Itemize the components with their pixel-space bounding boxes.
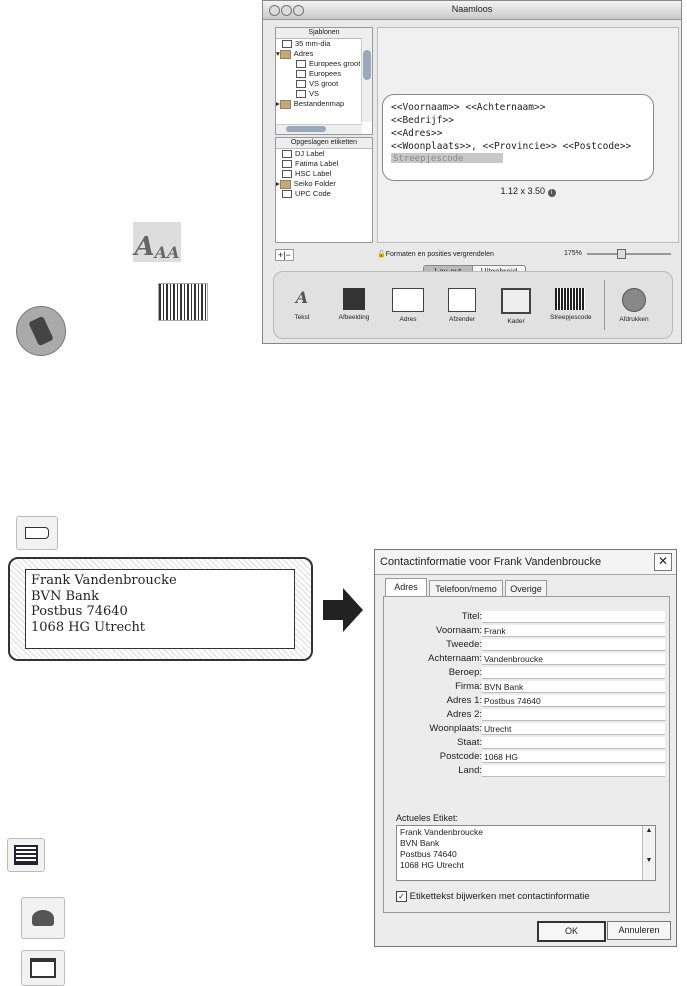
vertical-scrollbar[interactable] [361,38,372,122]
label-canvas [377,27,679,243]
field-adres1[interactable]: Postbus 74640 [482,695,665,707]
label-line: <<Adres>> [391,128,443,139]
field-row: Beroep: [384,667,674,680]
current-label-line: Postbus 74640 [400,849,457,859]
field-row: Tweede: [384,639,674,652]
field-firma[interactable]: BVN Bank [482,681,665,693]
field-voornaam[interactable]: Frank [482,625,665,637]
lock-toggle[interactable]: 🔓Formaten en posities vergrendelen [377,251,494,258]
tool-streepjescode[interactable]: Streepjescode [550,288,590,321]
tab-telefoon[interactable]: Telefoon/memo [429,580,503,597]
tool-adres[interactable]: Adres [388,288,428,323]
card-line: Frank Vandenbroucke [31,573,177,588]
tab-panel [383,596,670,913]
title-bar [263,1,681,20]
checkbox-label: Etikettekst bijwerken met contactinformatie [409,891,590,903]
current-label-box[interactable] [396,825,656,881]
tool-afdrukken[interactable]: Afdrukken [614,288,654,323]
templates-header: Sjablonen [276,28,372,39]
field-row: Voornaam: Frank [384,625,674,638]
label-line: <<Voornaam>> <<Achternaam>> [391,102,546,113]
tool-bar [273,271,673,339]
saved-labels-pane [275,137,373,243]
field-staat[interactable] [482,737,665,749]
contact-info-dialog [374,549,677,947]
list-view-icon[interactable] [7,838,45,872]
card-line: 1068 HG Utrecht [31,619,146,635]
zoom-level: 175% [564,250,582,257]
label-size: 1.12 x 3.50 i [378,186,678,197]
dialog-title-bar [375,550,676,575]
field-row: Postcode: 1068 HG [384,751,674,764]
saved-labels-header: Opgeslagen etiketten [276,138,372,149]
template-item[interactable]: VS groot [282,79,360,89]
field-titel[interactable] [482,611,665,623]
template-item[interactable]: 35 mm-dia [282,39,360,49]
tool-afbeelding[interactable]: Afbeelding [334,288,374,321]
lock-icon: 🔓 [377,251,386,258]
saved-label-folder[interactable]: ▸ Seiko Folder [276,179,336,188]
tool-tekst[interactable]: A Tekst [294,288,310,321]
tool-afzender[interactable]: Afzender [442,288,482,323]
contact-label-card [8,557,313,661]
card-line: Postbus 74640 [31,604,128,619]
saved-label-item[interactable]: HSC Label [282,169,372,179]
update-label-checkbox-row[interactable] [396,891,590,902]
field-adres2[interactable] [482,709,665,721]
window-title: Naamloos [451,4,493,14]
tool-kader[interactable]: Kader [496,288,536,325]
field-land[interactable] [482,765,665,777]
field-row: Staat: [384,737,674,750]
text-tool-icon: A AA [133,222,181,262]
field-row: Achternaam: Vandenbroucke [384,653,674,666]
template-item[interactable]: Europees [282,69,360,79]
tab-overige[interactable]: Overige [505,580,547,597]
current-label-title: Actueles Etiket: [396,813,459,823]
current-label-line: BVN Bank [400,838,440,848]
field-row: Woonplaats: Utrecht [384,723,674,736]
template-item[interactable]: VS [282,89,360,99]
cancel-button[interactable]: Annuleren [607,921,671,940]
field-achternaam[interactable]: Vandenbroucke [482,653,665,665]
tab-adres[interactable]: Adres [385,578,427,597]
saved-label-item[interactable]: Fatima Label [282,159,372,169]
open-folder-icon[interactable] [21,950,65,986]
field-row: Adres 2: [384,709,674,722]
field-row: Adres 1: Postbus 74640 [384,695,674,708]
saved-label-item[interactable]: UPC Code [282,189,372,199]
arrow-right-icon [323,588,363,632]
checkbox[interactable]: ✓ [396,891,407,902]
field-tweede[interactable] [482,639,665,651]
label-shape-icon[interactable] [16,516,58,550]
label-box-scrollbar[interactable]: ▲ ▼ [642,826,655,880]
barcode-icon [158,283,208,321]
label-line: <<Bedrijf>> [391,115,454,126]
templates-pane [275,27,373,135]
label-editor-window [262,0,682,344]
field-row: Firma: BVN Bank [384,681,674,694]
info-icon[interactable]: i [548,189,556,197]
barcode-placeholder: Streepjescode [391,153,503,163]
field-row: Titel: [384,611,674,624]
current-label-line: Frank Vandenbroucke [400,827,484,837]
horizontal-scrollbar[interactable] [276,124,362,134]
saved-label-item[interactable]: DJ Label [282,149,372,159]
dialog-title: Contactinformatie voor Frank Vandenbroucke [380,556,602,568]
label-preview[interactable] [382,94,654,181]
field-beroep[interactable] [482,667,665,679]
contacts-icon[interactable] [21,897,65,939]
print-tool-icon [16,306,66,356]
label-line: <<Woonplaats>>, <<Provincie>> <<Postcode>> [391,141,632,152]
template-folder[interactable]: ▾ Adres [276,49,314,58]
card-line: BVN Bank [31,588,100,604]
zoom-slider[interactable] [587,253,671,255]
template-folder[interactable]: ▸ Bestandenmap [276,99,345,108]
close-button[interactable]: ✕ [654,553,672,571]
add-remove-buttons[interactable]: +|− [275,249,294,261]
ok-button[interactable]: OK [537,921,606,942]
toolbar-divider [604,280,605,330]
field-postcode[interactable]: 1068 HG [482,751,665,763]
field-woonplaats[interactable]: Utrecht [482,723,665,735]
template-item[interactable]: Europees groot [282,59,360,69]
field-row: Land: [384,765,674,778]
current-label-line: 1068 HG Utrecht [400,860,464,870]
